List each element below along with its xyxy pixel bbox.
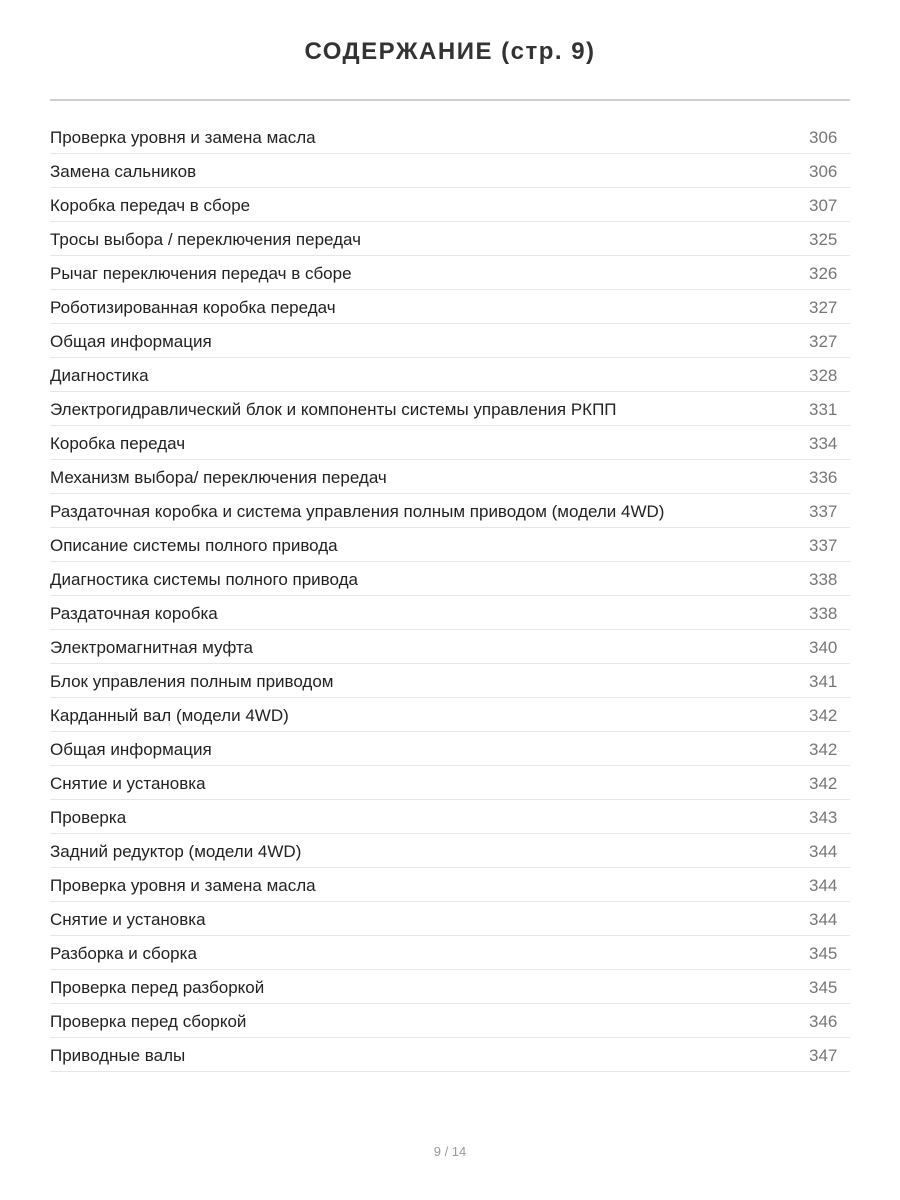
toc-entry[interactable] (50, 596, 850, 630)
toc-entry-title: Проверка перед разборкой (50, 978, 265, 997)
toc-entry-page-number: 346 (809, 1012, 838, 1031)
toc-entry-page-number: 344 (809, 876, 838, 895)
toc-entry[interactable] (50, 120, 850, 154)
page-indicator: 9 / 14 (433, 1144, 467, 1159)
toc-entry-title: Описание системы полного привода (50, 536, 338, 555)
toc-entry[interactable] (50, 222, 850, 256)
toc-entry[interactable] (50, 868, 850, 902)
toc-entry[interactable] (50, 936, 850, 970)
toc-entry-title: Раздаточная коробка и система управления полным приводом (модели 4WD) (50, 502, 665, 521)
toc-entry-page-number: 337 (809, 502, 838, 521)
table-of-contents (50, 120, 850, 1072)
toc-entry-page-number: 344 (809, 910, 838, 929)
toc-entry[interactable] (50, 154, 850, 188)
toc-entry[interactable] (50, 426, 850, 460)
title-divider (50, 99, 850, 101)
toc-entry-page-number: 331 (809, 400, 838, 419)
toc-entry-page-number: 345 (809, 944, 838, 963)
toc-entry[interactable] (50, 324, 850, 358)
toc-entry[interactable] (50, 358, 850, 392)
toc-entry-title: Роботизированная коробка передач (50, 298, 336, 317)
toc-entry-title: Проверка (50, 808, 127, 827)
toc-entry-page-number: 340 (809, 638, 838, 657)
toc-entry-title: Снятие и установка (50, 774, 206, 793)
toc-entry-title: Коробка передач в сборе (50, 196, 251, 215)
toc-entry[interactable] (50, 664, 850, 698)
toc-entry-title: Рычаг переключения передач в сборе (50, 264, 352, 283)
toc-entry-title: Проверка перед сборкой (50, 1012, 247, 1031)
toc-entry[interactable] (50, 766, 850, 800)
toc-entry-title: Замена сальников (50, 162, 197, 181)
toc-entry-page-number: 344 (809, 842, 838, 861)
toc-entry-page-number: 307 (809, 196, 838, 215)
toc-entry-page-number: 341 (809, 672, 838, 691)
toc-entry-title: Тросы выбора / переключения передач (50, 230, 361, 249)
toc-entry-page-number: 342 (809, 706, 838, 725)
toc-entry[interactable] (50, 188, 850, 222)
toc-entry-page-number: 306 (809, 162, 838, 181)
toc-entry[interactable] (50, 800, 850, 834)
toc-entry-page-number: 328 (809, 366, 838, 385)
toc-entry-page-number: 306 (809, 128, 838, 147)
toc-entry-title: Карданный вал (модели 4WD) (50, 706, 289, 725)
toc-entry[interactable] (50, 562, 850, 596)
page-title: СОДЕРЖАНИЕ (стр. 9) (304, 38, 596, 65)
toc-entry-page-number: 325 (809, 230, 838, 249)
toc-entry-page-number: 343 (809, 808, 838, 827)
toc-entry[interactable] (50, 392, 850, 426)
toc-entry[interactable] (50, 1004, 850, 1038)
toc-entry[interactable] (50, 732, 850, 766)
toc-entry-title: Проверка уровня и замена масла (50, 128, 316, 147)
toc-entry-page-number: 347 (809, 1046, 838, 1065)
toc-entry-title: Раздаточная коробка (50, 604, 218, 623)
toc-entry-page-number: 345 (809, 978, 838, 997)
toc-entry[interactable] (50, 528, 850, 562)
toc-entry-title: Коробка передач (50, 434, 186, 453)
toc-entry-title: Диагностика системы полного привода (50, 570, 358, 589)
toc-entry[interactable] (50, 834, 850, 868)
toc-entry[interactable] (50, 1038, 850, 1072)
toc-entry-title: Приводные валы (50, 1046, 186, 1065)
toc-entry[interactable] (50, 902, 850, 936)
toc-entry-title: Блок управления полным приводом (50, 672, 334, 691)
toc-entry-title: Общая информация (50, 740, 212, 759)
toc-entry[interactable] (50, 460, 850, 494)
toc-entry-title: Разборка и сборка (50, 944, 197, 963)
toc-entry[interactable] (50, 698, 850, 732)
toc-entry[interactable] (50, 290, 850, 324)
toc-entry-page-number: 327 (809, 332, 838, 351)
toc-entry[interactable] (50, 970, 850, 1004)
toc-entry-title: Диагностика (50, 366, 149, 385)
toc-entry-title: Снятие и установка (50, 910, 206, 929)
toc-entry-page-number: 336 (809, 468, 838, 487)
toc-entry-page-number: 334 (809, 434, 838, 453)
toc-entry[interactable] (50, 256, 850, 290)
toc-entry-page-number: 327 (809, 298, 838, 317)
toc-entry-title: Электромагнитная муфта (50, 638, 253, 657)
toc-entry-page-number: 342 (809, 740, 838, 759)
toc-entry-page-number: 326 (809, 264, 838, 283)
toc-entry-title: Электрогидравлический блок и компоненты системы управления РКПП (50, 400, 617, 419)
toc-entry-title: Общая информация (50, 332, 212, 351)
toc-entry-page-number: 338 (809, 604, 838, 623)
toc-entry[interactable] (50, 494, 850, 528)
toc-entry-page-number: 337 (809, 536, 838, 555)
toc-entry-title: Задний редуктор (модели 4WD) (50, 842, 302, 861)
toc-entry-title: Механизм выбора/ переключения передач (50, 468, 387, 487)
toc-entry[interactable] (50, 630, 850, 664)
toc-entry-title: Проверка уровня и замена масла (50, 876, 316, 895)
toc-entry-page-number: 338 (809, 570, 838, 589)
toc-entry-page-number: 342 (809, 774, 838, 793)
